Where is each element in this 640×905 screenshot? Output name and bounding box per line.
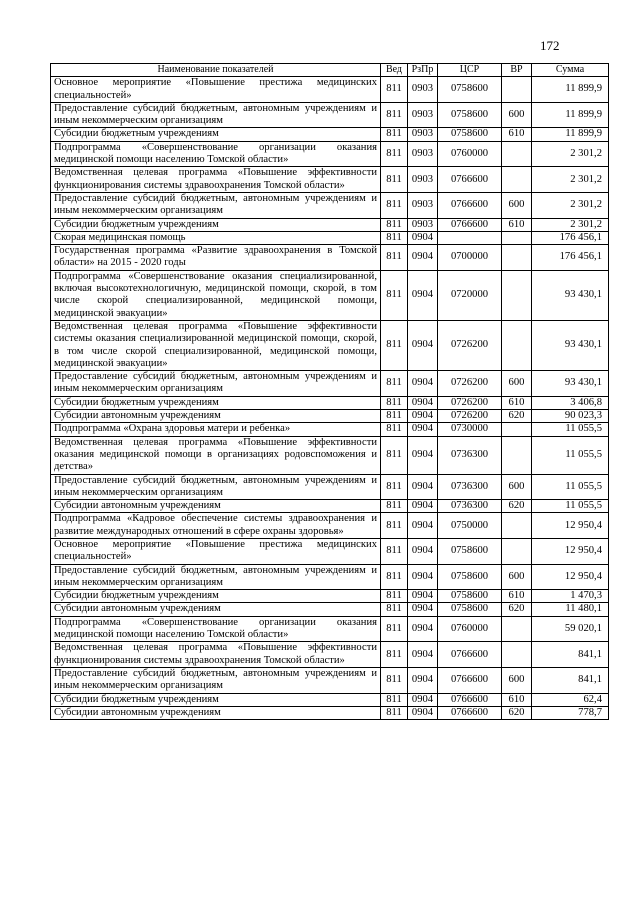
table-row — [51, 102, 609, 128]
cell-vr: 600 — [502, 564, 532, 590]
cell-rzpr: 0904 — [408, 436, 438, 474]
cell-ved: 811 — [381, 410, 408, 423]
cell-rzpr: 0903 — [408, 128, 438, 141]
table-row — [51, 410, 609, 423]
cell-sum: 93 430,1 — [532, 320, 609, 370]
cell-name: Ведомственная целевая программа «Повышение эффективности функционирования системы здравоохранения Томской области» — [51, 167, 381, 193]
cell-vr — [502, 538, 532, 564]
cell-name: Скорая медицинская помощь — [51, 231, 381, 244]
cell-csr: 0736300 — [438, 500, 502, 513]
cell-csr: 0736300 — [438, 436, 502, 474]
cell-csr: 0758600 — [438, 603, 502, 616]
cell-vr: 600 — [502, 102, 532, 128]
cell-csr: 0736300 — [438, 474, 502, 500]
cell-name: Предоставление субсидий бюджетным, автономным учреждениям и иным некоммерческим организациям — [51, 667, 381, 693]
cell-ved: 811 — [381, 500, 408, 513]
cell-sum: 93 430,1 — [532, 371, 609, 397]
cell-ved: 811 — [381, 77, 408, 103]
table-row — [51, 396, 609, 409]
cell-csr: 0726200 — [438, 410, 502, 423]
cell-sum: 11 899,9 — [532, 77, 609, 103]
cell-vr: 620 — [502, 603, 532, 616]
cell-name: Ведомственная целевая программа «Повышение эффективности функционирования системы здравоохранения Томской области» — [51, 642, 381, 668]
cell-sum: 93 430,1 — [532, 270, 609, 320]
cell-ved: 811 — [381, 603, 408, 616]
table-row — [51, 128, 609, 141]
cell-rzpr: 0904 — [408, 616, 438, 642]
table-row — [51, 320, 609, 370]
cell-sum: 841,1 — [532, 667, 609, 693]
cell-sum: 1 470,3 — [532, 590, 609, 603]
cell-rzpr: 0904 — [408, 706, 438, 719]
cell-ved: 811 — [381, 167, 408, 193]
cell-sum: 3 406,8 — [532, 396, 609, 409]
cell-rzpr: 0904 — [408, 513, 438, 539]
table-row — [51, 218, 609, 231]
cell-rzpr: 0904 — [408, 423, 438, 436]
cell-csr: 0760000 — [438, 616, 502, 642]
table-row — [51, 77, 609, 103]
cell-rzpr: 0904 — [408, 500, 438, 513]
table-row — [51, 538, 609, 564]
table-row — [51, 423, 609, 436]
cell-sum: 176 456,1 — [532, 231, 609, 244]
cell-sum: 11 899,9 — [532, 102, 609, 128]
cell-csr: 0758600 — [438, 102, 502, 128]
cell-ved: 811 — [381, 320, 408, 370]
cell-csr: 0766600 — [438, 642, 502, 668]
cell-ved: 811 — [381, 538, 408, 564]
cell-sum: 90 023,3 — [532, 410, 609, 423]
cell-vr: 610 — [502, 396, 532, 409]
cell-ved: 811 — [381, 102, 408, 128]
cell-ved: 811 — [381, 590, 408, 603]
cell-sum: 2 301,2 — [532, 218, 609, 231]
cell-name: Основное мероприятие «Повышение престижа медицинских специальностей» — [51, 538, 381, 564]
cell-rzpr: 0903 — [408, 218, 438, 231]
cell-name: Ведомственная целевая программа «Повышение эффективности системы оказания специализированной медицинской помощи, скорой, в том числе скорой специализированной, медицинской помощи, медицинской эвакуации» — [51, 320, 381, 370]
cell-rzpr: 0904 — [408, 320, 438, 370]
cell-sum: 176 456,1 — [532, 245, 609, 271]
header-sum: Сумма — [532, 64, 609, 77]
cell-sum: 2 301,2 — [532, 141, 609, 167]
cell-csr: 0700000 — [438, 245, 502, 271]
cell-sum: 59 020,1 — [532, 616, 609, 642]
cell-name: Субсидии автономным учреждениям — [51, 706, 381, 719]
cell-name: Субсидии автономным учреждениям — [51, 603, 381, 616]
cell-rzpr: 0904 — [408, 231, 438, 244]
cell-csr — [438, 231, 502, 244]
cell-csr: 0758600 — [438, 538, 502, 564]
table-row — [51, 590, 609, 603]
header-csr: ЦСР — [438, 64, 502, 77]
cell-csr: 0766600 — [438, 693, 502, 706]
cell-name: Основное мероприятие «Повышение престижа медицинских специальностей» — [51, 77, 381, 103]
cell-csr: 0760000 — [438, 141, 502, 167]
header-rzpr: РзПр — [408, 64, 438, 77]
cell-name: Субсидии бюджетным учреждениям — [51, 218, 381, 231]
table-row — [51, 192, 609, 218]
cell-name: Субсидии бюджетным учреждениям — [51, 396, 381, 409]
page-number: 172 — [540, 38, 560, 53]
cell-rzpr: 0904 — [408, 474, 438, 500]
table-row — [51, 603, 609, 616]
cell-csr: 0730000 — [438, 423, 502, 436]
cell-ved: 811 — [381, 371, 408, 397]
cell-ved: 811 — [381, 218, 408, 231]
cell-vr: 600 — [502, 474, 532, 500]
cell-csr: 0758600 — [438, 77, 502, 103]
cell-ved: 811 — [381, 423, 408, 436]
cell-rzpr: 0903 — [408, 141, 438, 167]
cell-sum: 11 055,5 — [532, 436, 609, 474]
cell-vr: 610 — [502, 693, 532, 706]
cell-vr — [502, 270, 532, 320]
table-row — [51, 513, 609, 539]
cell-csr: 0766600 — [438, 218, 502, 231]
cell-name: Предоставление субсидий бюджетным, автономным учреждениям и иным некоммерческим организациям — [51, 564, 381, 590]
cell-rzpr: 0903 — [408, 77, 438, 103]
cell-name: Субсидии бюджетным учреждениям — [51, 590, 381, 603]
cell-rzpr: 0904 — [408, 642, 438, 668]
cell-csr: 0766600 — [438, 706, 502, 719]
table-row — [51, 231, 609, 244]
table-row — [51, 564, 609, 590]
cell-vr — [502, 423, 532, 436]
table-row — [51, 706, 609, 719]
cell-vr: 620 — [502, 500, 532, 513]
cell-csr: 0750000 — [438, 513, 502, 539]
cell-vr — [502, 245, 532, 271]
cell-vr: 610 — [502, 128, 532, 141]
cell-rzpr: 0904 — [408, 538, 438, 564]
cell-vr: 620 — [502, 410, 532, 423]
cell-rzpr: 0903 — [408, 167, 438, 193]
cell-csr: 0720000 — [438, 270, 502, 320]
cell-name: Предоставление субсидий бюджетным, автономным учреждениям и иным некоммерческим организациям — [51, 474, 381, 500]
table-row — [51, 141, 609, 167]
table-row — [51, 693, 609, 706]
cell-name: Ведомственная целевая программа «Повышение эффективности оказания медицинской помощи в организациях родовспоможения и детства» — [51, 436, 381, 474]
cell-vr — [502, 436, 532, 474]
cell-rzpr: 0904 — [408, 410, 438, 423]
cell-rzpr: 0904 — [408, 245, 438, 271]
cell-name: Субсидии автономным учреждениям — [51, 500, 381, 513]
cell-name: Подпрограмма «Совершенствование организации оказания медицинской помощи населению Томской области» — [51, 616, 381, 642]
table-row — [51, 245, 609, 271]
cell-name: Подпрограмма «Кадровое обеспечение системы здравоохранения и развитие международных отношений в сфере охраны здоровья» — [51, 513, 381, 539]
cell-ved: 811 — [381, 396, 408, 409]
cell-csr: 0726200 — [438, 320, 502, 370]
cell-vr — [502, 513, 532, 539]
cell-rzpr: 0904 — [408, 667, 438, 693]
cell-sum: 2 301,2 — [532, 167, 609, 193]
cell-ved: 811 — [381, 128, 408, 141]
cell-sum: 62,4 — [532, 693, 609, 706]
cell-sum: 2 301,2 — [532, 192, 609, 218]
cell-ved: 811 — [381, 192, 408, 218]
cell-name: Субсидии бюджетным учреждениям — [51, 693, 381, 706]
cell-sum: 12 950,4 — [532, 513, 609, 539]
cell-name: Субсидии автономным учреждениям — [51, 410, 381, 423]
cell-name: Подпрограмма «Совершенствование оказания специализированной, включая высокотехнологичную, медицинской помощи, скорой, в том числе скорой специализированной, медицинской помощи, медицинской эвакуации» — [51, 270, 381, 320]
cell-ved: 811 — [381, 513, 408, 539]
cell-csr: 0758600 — [438, 128, 502, 141]
cell-name: Предоставление субсидий бюджетным, автономным учреждениям и иным некоммерческим организациям — [51, 192, 381, 218]
cell-vr: 610 — [502, 218, 532, 231]
cell-csr: 0766600 — [438, 667, 502, 693]
table-row — [51, 616, 609, 642]
table-row — [51, 270, 609, 320]
header-name: Наименование показателей — [51, 64, 381, 77]
cell-name: Государственная программа «Развитие здравоохранения в Томской области» на 2015 - 2020 годы — [51, 245, 381, 271]
cell-sum: 12 950,4 — [532, 564, 609, 590]
cell-ved: 811 — [381, 436, 408, 474]
cell-csr: 0726200 — [438, 371, 502, 397]
table-row — [51, 474, 609, 500]
cell-sum: 841,1 — [532, 642, 609, 668]
header-ved: Вед — [381, 64, 408, 77]
cell-sum: 11 480,1 — [532, 603, 609, 616]
cell-ved: 811 — [381, 270, 408, 320]
cell-vr: 600 — [502, 371, 532, 397]
table-row — [51, 667, 609, 693]
cell-sum: 11 899,9 — [532, 128, 609, 141]
cell-rzpr: 0904 — [408, 590, 438, 603]
table-row — [51, 436, 609, 474]
table-header-row — [51, 64, 609, 77]
cell-vr: 620 — [502, 706, 532, 719]
table-row — [51, 371, 609, 397]
cell-sum: 12 950,4 — [532, 538, 609, 564]
cell-ved: 811 — [381, 667, 408, 693]
cell-rzpr: 0903 — [408, 192, 438, 218]
cell-name: Подпрограмма «Охрана здоровья матери и ребенка» — [51, 423, 381, 436]
cell-sum: 11 055,5 — [532, 474, 609, 500]
cell-rzpr: 0903 — [408, 102, 438, 128]
cell-rzpr: 0904 — [408, 603, 438, 616]
cell-vr — [502, 231, 532, 244]
cell-vr — [502, 77, 532, 103]
cell-rzpr: 0904 — [408, 371, 438, 397]
cell-ved: 811 — [381, 642, 408, 668]
cell-rzpr: 0904 — [408, 693, 438, 706]
cell-vr — [502, 642, 532, 668]
cell-csr: 0766600 — [438, 167, 502, 193]
table-row — [51, 167, 609, 193]
cell-csr: 0766600 — [438, 192, 502, 218]
cell-csr: 0758600 — [438, 590, 502, 603]
cell-name: Предоставление субсидий бюджетным, автономным учреждениям и иным некоммерческим организациям — [51, 371, 381, 397]
cell-ved: 811 — [381, 141, 408, 167]
cell-name: Подпрограмма «Совершенствование организации оказания медицинской помощи населению Томской области» — [51, 141, 381, 167]
table-row — [51, 642, 609, 668]
cell-ved: 811 — [381, 706, 408, 719]
cell-ved: 811 — [381, 693, 408, 706]
table-row — [51, 500, 609, 513]
cell-vr: 600 — [502, 192, 532, 218]
cell-rzpr: 0904 — [408, 396, 438, 409]
table-body — [51, 77, 609, 720]
cell-ved: 811 — [381, 564, 408, 590]
cell-sum: 11 055,5 — [532, 423, 609, 436]
cell-rzpr: 0904 — [408, 270, 438, 320]
cell-name: Субсидии бюджетным учреждениям — [51, 128, 381, 141]
cell-name: Предоставление субсидий бюджетным, автономным учреждениям и иным некоммерческим организациям — [51, 102, 381, 128]
cell-vr — [502, 167, 532, 193]
cell-vr — [502, 141, 532, 167]
cell-ved: 811 — [381, 474, 408, 500]
cell-ved: 811 — [381, 245, 408, 271]
cell-vr: 600 — [502, 667, 532, 693]
cell-csr: 0726200 — [438, 396, 502, 409]
cell-rzpr: 0904 — [408, 564, 438, 590]
cell-ved: 811 — [381, 231, 408, 244]
cell-ved: 811 — [381, 616, 408, 642]
cell-vr — [502, 320, 532, 370]
cell-csr: 0758600 — [438, 564, 502, 590]
cell-vr: 610 — [502, 590, 532, 603]
cell-vr — [502, 616, 532, 642]
cell-sum: 778,7 — [532, 706, 609, 719]
budget-table — [50, 63, 609, 720]
header-vr: ВР — [502, 64, 532, 77]
cell-sum: 11 055,5 — [532, 500, 609, 513]
